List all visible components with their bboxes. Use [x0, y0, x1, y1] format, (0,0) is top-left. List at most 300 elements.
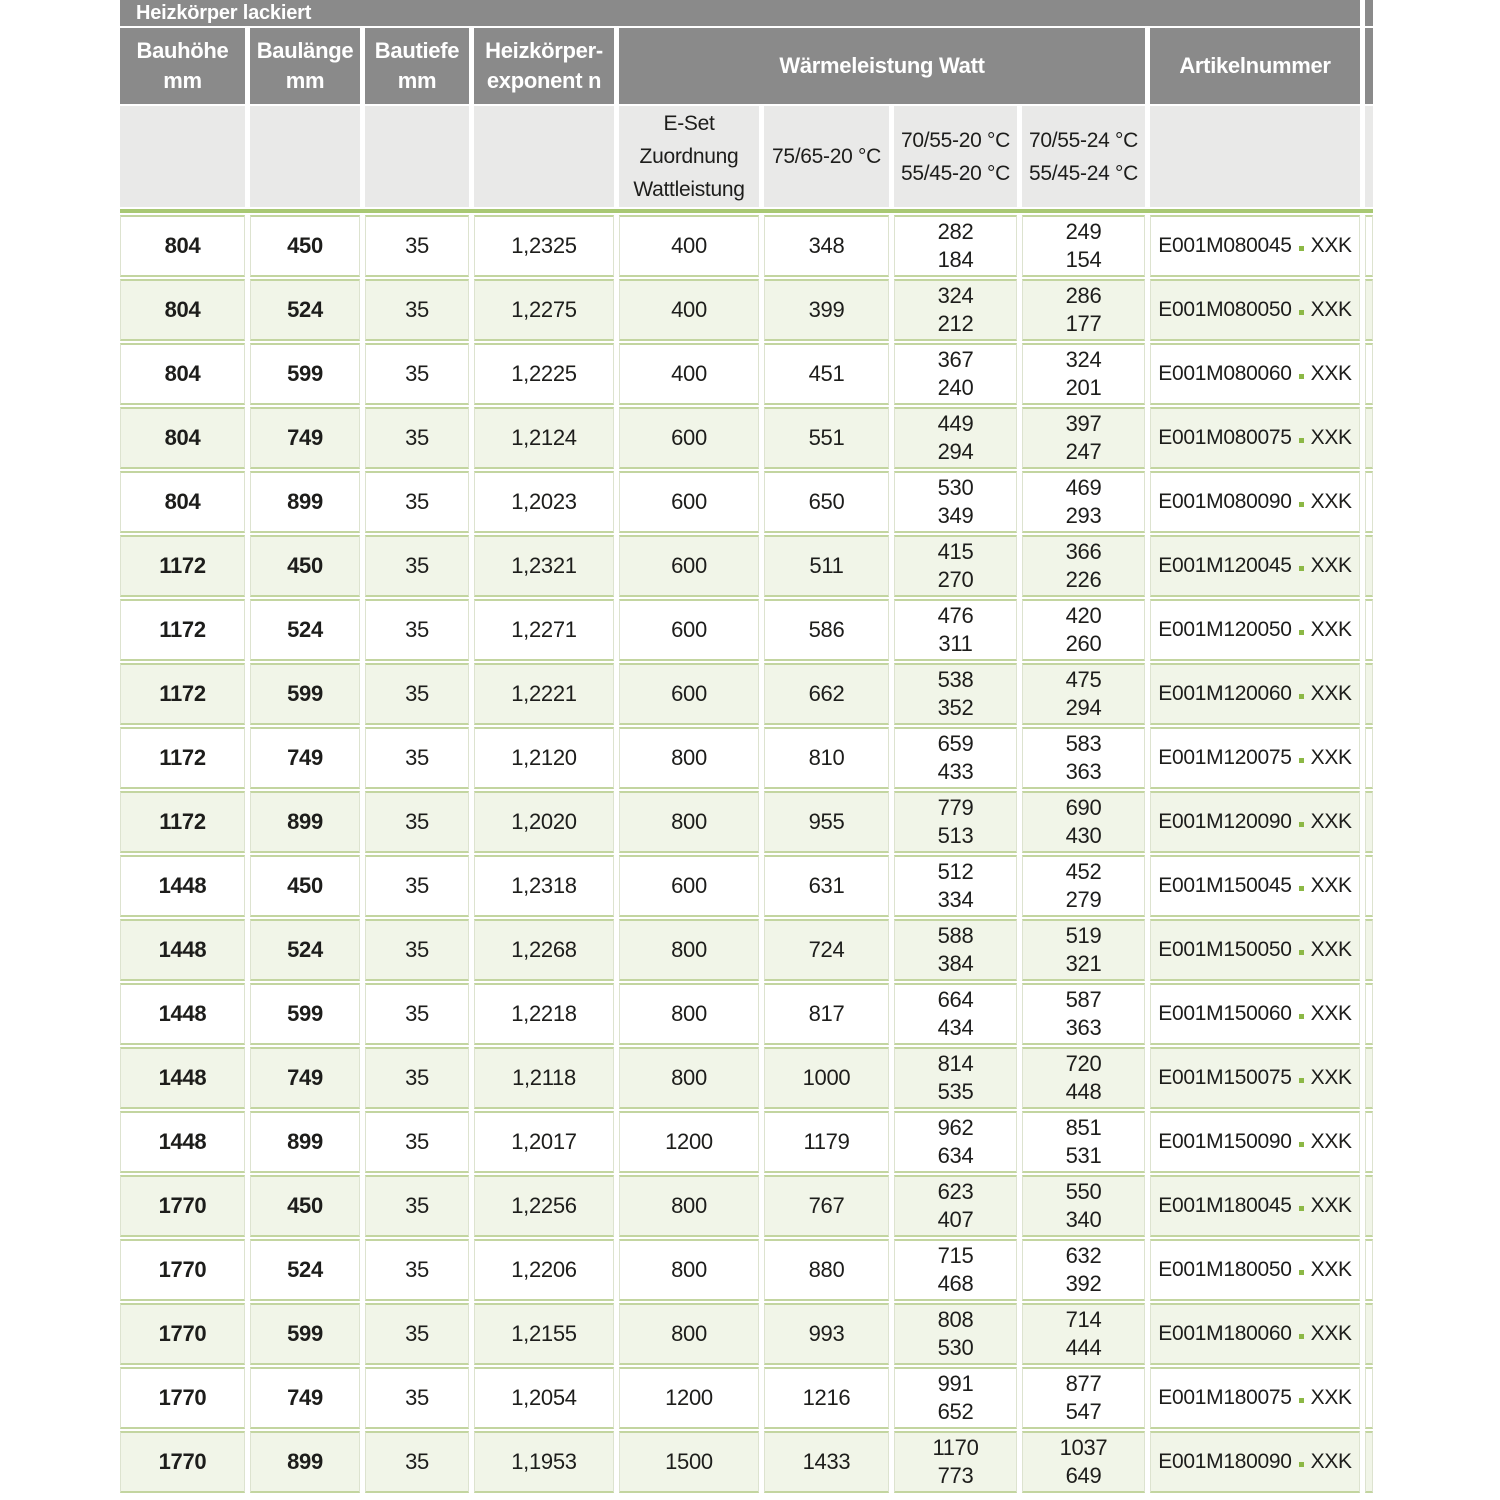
table-row	[120, 471, 1373, 533]
artikelnummer-suffix: XXK	[1310, 618, 1352, 641]
table-row	[120, 919, 1373, 981]
cell-baulaenge: 899	[250, 1111, 360, 1173]
cropped-next-column-sliver	[1365, 407, 1373, 469]
cell-watt-70-55-24	[1022, 215, 1145, 277]
watt-70-55-20-value: 659	[937, 731, 974, 756]
cell-artikelnummer	[1150, 1239, 1360, 1301]
watt-55-45-24-value: 279	[1065, 887, 1102, 912]
artikelnummer-suffix: XXK	[1310, 1194, 1352, 1217]
green-dot-separator	[1299, 1014, 1304, 1019]
watt-70-55-20-value: 476	[937, 603, 974, 628]
cell-eset-wattleistung: 800	[619, 1239, 759, 1301]
cell-artikelnummer	[1150, 535, 1360, 597]
artikelnummer-suffix: XXK	[1310, 1002, 1352, 1025]
col-header-bautiefe: Bautiefe mm	[365, 28, 469, 104]
watt-55-45-20-value: 352	[937, 695, 974, 720]
cell-artikelnummer	[1150, 471, 1360, 533]
cell-bautiefe: 35	[365, 1303, 469, 1365]
watt-70-55-24-value: 714	[1065, 1307, 1102, 1332]
cell-watt-70-55-20	[894, 1047, 1017, 1109]
cell-eset-wattleistung: 600	[619, 535, 759, 597]
cell-watt-70-55-20	[894, 407, 1017, 469]
subheader-empty-artikel	[1150, 106, 1360, 207]
table-row	[120, 343, 1373, 405]
green-dot-separator	[1299, 822, 1304, 827]
cell-watt-70-55-24	[1022, 983, 1145, 1045]
cell-eset-wattleistung: 800	[619, 983, 759, 1045]
table-row	[120, 791, 1373, 853]
cell-exponent: 1,2225	[474, 343, 614, 405]
cell-watt-75-65-20: 399	[764, 279, 889, 341]
cell-watt-75-65-20: 880	[764, 1239, 889, 1301]
cell-watt-75-65-20: 551	[764, 407, 889, 469]
cell-artikelnummer	[1150, 1431, 1360, 1493]
cell-watt-70-55-20	[894, 1111, 1017, 1173]
cell-bautiefe: 35	[365, 215, 469, 277]
cell-exponent: 1,2256	[474, 1175, 614, 1237]
green-dot-separator	[1299, 1270, 1304, 1275]
cell-exponent: 1,2321	[474, 535, 614, 597]
cell-artikelnummer	[1150, 1367, 1360, 1429]
table-row	[120, 535, 1373, 597]
watt-70-55-24-value: 851	[1065, 1115, 1102, 1140]
cell-eset-wattleistung: 1200	[619, 1367, 759, 1429]
cropped-next-column-sliver	[1365, 215, 1373, 277]
cell-eset-wattleistung: 400	[619, 343, 759, 405]
cell-exponent: 1,2221	[474, 663, 614, 725]
cell-exponent: 1,2218	[474, 983, 614, 1045]
cropped-next-column-sliver	[1365, 106, 1373, 207]
watt-55-45-20-value: 513	[937, 823, 974, 848]
cell-watt-70-55-20	[894, 535, 1017, 597]
cell-watt-75-65-20: 817	[764, 983, 889, 1045]
cell-bauhoehe: 1770	[120, 1367, 245, 1429]
cell-baulaenge: 599	[250, 1303, 360, 1365]
cell-bautiefe: 35	[365, 407, 469, 469]
cell-bauhoehe: 1770	[120, 1175, 245, 1237]
artikelnummer-suffix: XXK	[1310, 938, 1352, 961]
subheader-empty-exponent	[474, 106, 614, 207]
cell-bautiefe: 35	[365, 343, 469, 405]
cell-watt-70-55-20	[894, 215, 1017, 277]
cropped-next-column-sliver	[1365, 1111, 1373, 1173]
cell-watt-70-55-20	[894, 343, 1017, 405]
green-dot-separator	[1299, 502, 1304, 507]
artikelnummer-suffix: XXK	[1310, 554, 1352, 577]
cell-eset-wattleistung: 600	[619, 855, 759, 917]
cell-exponent: 1,2023	[474, 471, 614, 533]
cell-bauhoehe: 1448	[120, 983, 245, 1045]
watt-55-45-24-value: 226	[1065, 567, 1102, 592]
cell-artikelnummer	[1150, 855, 1360, 917]
artikelnummer-value: E001M150060	[1158, 1002, 1292, 1025]
cropped-next-column-sliver	[1365, 919, 1373, 981]
cell-bautiefe: 35	[365, 471, 469, 533]
artikelnummer-value: E001M080090	[1158, 490, 1292, 513]
artikelnummer-value: E001M120075	[1158, 746, 1292, 769]
cell-watt-70-55-20	[894, 599, 1017, 661]
cell-artikelnummer	[1150, 279, 1360, 341]
cell-eset-wattleistung: 600	[619, 599, 759, 661]
cell-eset-wattleistung: 800	[619, 919, 759, 981]
green-dot-separator	[1299, 758, 1304, 763]
table-row	[120, 279, 1373, 341]
table-row	[120, 1047, 1373, 1109]
sub-header-row	[120, 106, 1373, 207]
green-dot-separator	[1299, 886, 1304, 891]
cropped-next-column-sliver	[1365, 599, 1373, 661]
watt-55-45-20-value: 270	[937, 567, 974, 592]
cell-watt-70-55-24	[1022, 663, 1145, 725]
subheader-70-55-20: 70/55-20 °C 55/45-20 °C	[894, 106, 1017, 207]
green-dot-separator	[1299, 1462, 1304, 1467]
subheader-empty-bauhoehe	[120, 106, 245, 207]
cell-watt-75-65-20: 1433	[764, 1431, 889, 1493]
cell-watt-75-65-20: 993	[764, 1303, 889, 1365]
cell-watt-70-55-20	[894, 279, 1017, 341]
artikelnummer-value: E001M150090	[1158, 1130, 1292, 1153]
table-row	[120, 1239, 1373, 1301]
table-row	[120, 1111, 1373, 1173]
cell-watt-70-55-20	[894, 855, 1017, 917]
cell-baulaenge: 599	[250, 983, 360, 1045]
cell-watt-70-55-24	[1022, 1175, 1145, 1237]
cell-watt-70-55-24	[1022, 855, 1145, 917]
cell-bautiefe: 35	[365, 1239, 469, 1301]
watt-70-55-20-value: 588	[937, 923, 974, 948]
watt-55-45-24-value: 547	[1065, 1399, 1102, 1424]
table-row	[120, 855, 1373, 917]
watt-70-55-24-value: 366	[1065, 539, 1102, 564]
table-row	[120, 1175, 1373, 1237]
artikelnummer-suffix: XXK	[1310, 682, 1352, 705]
cell-exponent: 1,2155	[474, 1303, 614, 1365]
cell-bautiefe: 35	[365, 791, 469, 853]
green-dot-separator	[1299, 246, 1304, 251]
cell-bauhoehe: 1448	[120, 855, 245, 917]
cell-exponent: 1,2054	[474, 1367, 614, 1429]
artikelnummer-suffix: XXK	[1310, 362, 1352, 385]
green-dot-separator	[1299, 1206, 1304, 1211]
watt-55-45-24-value: 363	[1065, 759, 1102, 784]
green-divider-line	[120, 209, 1373, 213]
cell-eset-wattleistung: 800	[619, 727, 759, 789]
table-row	[120, 983, 1373, 1045]
table-row	[120, 1431, 1373, 1493]
cell-artikelnummer	[1150, 1111, 1360, 1173]
cell-watt-70-55-20	[894, 1239, 1017, 1301]
cell-watt-70-55-24	[1022, 1303, 1145, 1365]
green-dot-separator	[1299, 374, 1304, 379]
cell-watt-70-55-24	[1022, 791, 1145, 853]
cell-watt-75-65-20: 1216	[764, 1367, 889, 1429]
cropped-next-column-sliver	[1365, 343, 1373, 405]
cell-watt-70-55-24	[1022, 1239, 1145, 1301]
cell-baulaenge: 450	[250, 1175, 360, 1237]
watt-55-45-20-value: 184	[937, 247, 974, 272]
cell-watt-70-55-24	[1022, 599, 1145, 661]
cell-baulaenge: 450	[250, 855, 360, 917]
table-row	[120, 727, 1373, 789]
cell-exponent: 1,2325	[474, 215, 614, 277]
watt-55-45-24-value: 201	[1065, 375, 1102, 400]
table-row	[120, 215, 1373, 277]
cell-watt-70-55-20	[894, 919, 1017, 981]
artikelnummer-suffix: XXK	[1310, 490, 1352, 513]
cropped-next-column-sliver	[1365, 727, 1373, 789]
subheader-empty-bautiefe	[365, 106, 469, 207]
cell-bautiefe: 35	[365, 919, 469, 981]
artikelnummer-value: E001M120050	[1158, 618, 1292, 641]
cell-watt-70-55-24	[1022, 343, 1145, 405]
watt-55-45-24-value: 430	[1065, 823, 1102, 848]
cell-exponent: 1,2120	[474, 727, 614, 789]
cropped-next-column-sliver	[1365, 28, 1373, 104]
cell-baulaenge: 749	[250, 1367, 360, 1429]
cell-eset-wattleistung: 800	[619, 791, 759, 853]
cell-watt-75-65-20: 724	[764, 919, 889, 981]
green-dot-separator	[1299, 694, 1304, 699]
watt-55-45-20-value: 349	[937, 503, 974, 528]
cell-eset-wattleistung: 1200	[619, 1111, 759, 1173]
cell-bautiefe: 35	[365, 1367, 469, 1429]
cell-artikelnummer	[1150, 343, 1360, 405]
watt-70-55-20-value: 779	[937, 795, 974, 820]
cropped-next-column-sliver	[1365, 1239, 1373, 1301]
watt-70-55-24-value: 690	[1065, 795, 1102, 820]
cell-exponent: 1,2268	[474, 919, 614, 981]
artikelnummer-value: E001M180050	[1158, 1258, 1292, 1281]
cell-eset-wattleistung: 400	[619, 279, 759, 341]
watt-55-45-20-value: 311	[938, 631, 973, 656]
cell-artikelnummer	[1150, 1047, 1360, 1109]
artikelnummer-suffix: XXK	[1310, 810, 1352, 833]
green-dot-separator	[1299, 438, 1304, 443]
cell-bauhoehe: 804	[120, 343, 245, 405]
table-row	[120, 407, 1373, 469]
watt-70-55-24-value: 720	[1065, 1051, 1102, 1076]
cell-bautiefe: 35	[365, 279, 469, 341]
watt-55-45-24-value: 154	[1065, 247, 1102, 272]
cell-artikelnummer	[1150, 983, 1360, 1045]
green-dot-separator	[1299, 1142, 1304, 1147]
watt-70-55-20-value: 664	[937, 987, 974, 1012]
cell-watt-75-65-20: 348	[764, 215, 889, 277]
artikelnummer-suffix: XXK	[1310, 426, 1352, 449]
cell-bautiefe: 35	[365, 535, 469, 597]
cell-eset-wattleistung: 400	[619, 215, 759, 277]
watt-70-55-24-value: 397	[1065, 411, 1102, 436]
cell-baulaenge: 749	[250, 727, 360, 789]
cell-bauhoehe: 804	[120, 407, 245, 469]
cell-baulaenge: 899	[250, 791, 360, 853]
cell-baulaenge: 749	[250, 407, 360, 469]
artikelnummer-value: E001M180045	[1158, 1194, 1292, 1217]
cell-bautiefe: 35	[365, 1175, 469, 1237]
watt-70-55-24-value: 286	[1065, 283, 1102, 308]
cell-artikelnummer	[1150, 599, 1360, 661]
watt-55-45-24-value: 340	[1065, 1207, 1102, 1232]
cell-bautiefe: 35	[365, 727, 469, 789]
cell-exponent: 1,2275	[474, 279, 614, 341]
watt-70-55-20-value: 715	[937, 1243, 974, 1268]
cell-bautiefe: 35	[365, 663, 469, 725]
cell-artikelnummer	[1150, 919, 1360, 981]
artikelnummer-value: E001M120045	[1158, 554, 1292, 577]
watt-70-55-20-value: 538	[937, 667, 974, 692]
cropped-next-column-sliver	[1365, 1175, 1373, 1237]
watt-55-45-24-value: 293	[1065, 503, 1102, 528]
cropped-next-column-sliver	[1365, 663, 1373, 725]
watt-70-55-24-value: 420	[1065, 603, 1102, 628]
cell-watt-70-55-24	[1022, 727, 1145, 789]
cell-baulaenge: 524	[250, 919, 360, 981]
cell-watt-70-55-20	[894, 1367, 1017, 1429]
watt-70-55-20-value: 530	[937, 475, 974, 500]
cell-artikelnummer	[1150, 1175, 1360, 1237]
watt-70-55-20-value: 449	[937, 411, 974, 436]
table-row	[120, 1303, 1373, 1365]
cell-eset-wattleistung: 800	[619, 1175, 759, 1237]
cell-exponent: 1,2271	[474, 599, 614, 661]
cell-watt-75-65-20: 662	[764, 663, 889, 725]
watt-55-45-24-value: 392	[1065, 1271, 1102, 1296]
cell-eset-wattleistung: 1500	[619, 1431, 759, 1493]
watt-70-55-24-value: 452	[1065, 859, 1102, 884]
artikelnummer-value: E001M180090	[1158, 1450, 1292, 1473]
watt-55-45-24-value: 321	[1065, 951, 1102, 976]
watt-55-45-20-value: 433	[937, 759, 974, 784]
cell-artikelnummer	[1150, 1303, 1360, 1365]
watt-55-45-20-value: 407	[937, 1207, 974, 1232]
watt-55-45-24-value: 294	[1065, 695, 1102, 720]
cell-baulaenge: 450	[250, 535, 360, 597]
cell-watt-70-55-24	[1022, 471, 1145, 533]
watt-55-45-20-value: 240	[937, 375, 974, 400]
cell-watt-75-65-20: 955	[764, 791, 889, 853]
artikelnummer-value: E001M180075	[1158, 1386, 1292, 1409]
green-dot-separator	[1299, 630, 1304, 635]
cell-exponent: 1,2124	[474, 407, 614, 469]
cell-bauhoehe: 804	[120, 215, 245, 277]
col-header-bauhoehe: Bauhöhe mm	[120, 28, 245, 104]
watt-70-55-24-value: 632	[1065, 1243, 1102, 1268]
green-dot-separator	[1299, 1334, 1304, 1339]
cell-eset-wattleistung: 800	[619, 1047, 759, 1109]
cell-bauhoehe: 1448	[120, 1047, 245, 1109]
cell-bauhoehe: 1172	[120, 663, 245, 725]
cell-watt-70-55-20	[894, 1175, 1017, 1237]
cell-exponent: 1,2318	[474, 855, 614, 917]
watt-70-55-24-value: 877	[1065, 1371, 1102, 1396]
cropped-next-column-sliver	[1365, 855, 1373, 917]
artikelnummer-suffix: XXK	[1310, 1258, 1352, 1281]
cell-watt-75-65-20: 1179	[764, 1111, 889, 1173]
cell-bautiefe: 35	[365, 599, 469, 661]
watt-70-55-24-value: 324	[1065, 347, 1102, 372]
artikelnummer-value: E001M080050	[1158, 298, 1292, 321]
subheader-75-65-20: 75/65-20 °C	[764, 106, 889, 207]
watt-55-45-20-value: 773	[937, 1463, 974, 1488]
watt-55-45-20-value: 334	[937, 887, 974, 912]
cell-bauhoehe: 1448	[120, 919, 245, 981]
artikelnummer-suffix: XXK	[1310, 746, 1352, 769]
cropped-next-column-sliver	[1365, 471, 1373, 533]
cell-bauhoehe: 804	[120, 279, 245, 341]
cell-eset-wattleistung: 600	[619, 407, 759, 469]
green-divider-row	[120, 209, 1373, 213]
cropped-next-column-sliver	[1365, 1303, 1373, 1365]
cell-baulaenge: 599	[250, 663, 360, 725]
watt-70-55-20-value: 367	[937, 347, 974, 372]
cell-watt-70-55-24	[1022, 1111, 1145, 1173]
cell-baulaenge: 450	[250, 215, 360, 277]
watt-55-45-24-value: 444	[1065, 1335, 1102, 1360]
cell-watt-70-55-24	[1022, 535, 1145, 597]
cell-baulaenge: 599	[250, 343, 360, 405]
watt-70-55-20-value: 282	[937, 219, 974, 244]
cell-bautiefe: 35	[365, 1431, 469, 1493]
artikelnummer-suffix: XXK	[1310, 1450, 1352, 1473]
watt-55-45-20-value: 634	[937, 1143, 974, 1168]
cell-bauhoehe: 1770	[120, 1431, 245, 1493]
green-dot-separator	[1299, 950, 1304, 955]
green-dot-separator	[1299, 310, 1304, 315]
cell-artikelnummer	[1150, 215, 1360, 277]
cell-watt-70-55-20	[894, 791, 1017, 853]
watt-70-55-20-value: 623	[937, 1179, 974, 1204]
radiator-spec-table	[115, 0, 1378, 1495]
cell-bauhoehe: 1770	[120, 1303, 245, 1365]
watt-70-55-24-value: 583	[1065, 731, 1102, 756]
watt-55-45-20-value: 294	[937, 439, 974, 464]
green-dot-separator	[1299, 1398, 1304, 1403]
watt-55-45-24-value: 649	[1065, 1463, 1102, 1488]
table-row	[120, 1367, 1373, 1429]
artikelnummer-value: E001M080060	[1158, 362, 1292, 385]
cell-watt-75-65-20: 631	[764, 855, 889, 917]
cell-bautiefe: 35	[365, 1111, 469, 1173]
watt-55-45-20-value: 212	[937, 311, 974, 336]
cell-exponent: 1,2017	[474, 1111, 614, 1173]
artikelnummer-suffix: XXK	[1310, 234, 1352, 257]
watt-70-55-20-value: 415	[937, 539, 974, 564]
cell-baulaenge: 524	[250, 599, 360, 661]
cell-watt-70-55-24	[1022, 1047, 1145, 1109]
table-title-row	[120, 0, 1373, 26]
watt-70-55-24-value: 519	[1065, 923, 1102, 948]
cell-watt-70-55-20	[894, 727, 1017, 789]
cell-watt-70-55-20	[894, 1431, 1017, 1493]
watt-55-45-20-value: 652	[937, 1399, 974, 1424]
cell-eset-wattleistung: 600	[619, 663, 759, 725]
subheader-70-55-24: 70/55-24 °C 55/45-24 °C	[1022, 106, 1145, 207]
table-title: Heizkörper lackiert	[120, 0, 1360, 26]
cell-watt-70-55-20	[894, 663, 1017, 725]
cell-watt-70-55-24	[1022, 279, 1145, 341]
green-dot-separator	[1299, 1078, 1304, 1083]
cell-eset-wattleistung: 800	[619, 1303, 759, 1365]
cell-artikelnummer	[1150, 663, 1360, 725]
watt-70-55-24-value: 550	[1065, 1179, 1102, 1204]
cell-baulaenge: 524	[250, 1239, 360, 1301]
watt-70-55-24-value: 475	[1065, 667, 1102, 692]
watt-70-55-20-value: 324	[937, 283, 974, 308]
watt-70-55-24-value: 587	[1065, 987, 1102, 1012]
col-header-artikelnummer: Artikelnummer	[1150, 28, 1360, 104]
col-header-baulaenge: Baulänge mm	[250, 28, 360, 104]
subheader-eset: E-Set Zuordnung Wattleistung	[619, 106, 759, 207]
